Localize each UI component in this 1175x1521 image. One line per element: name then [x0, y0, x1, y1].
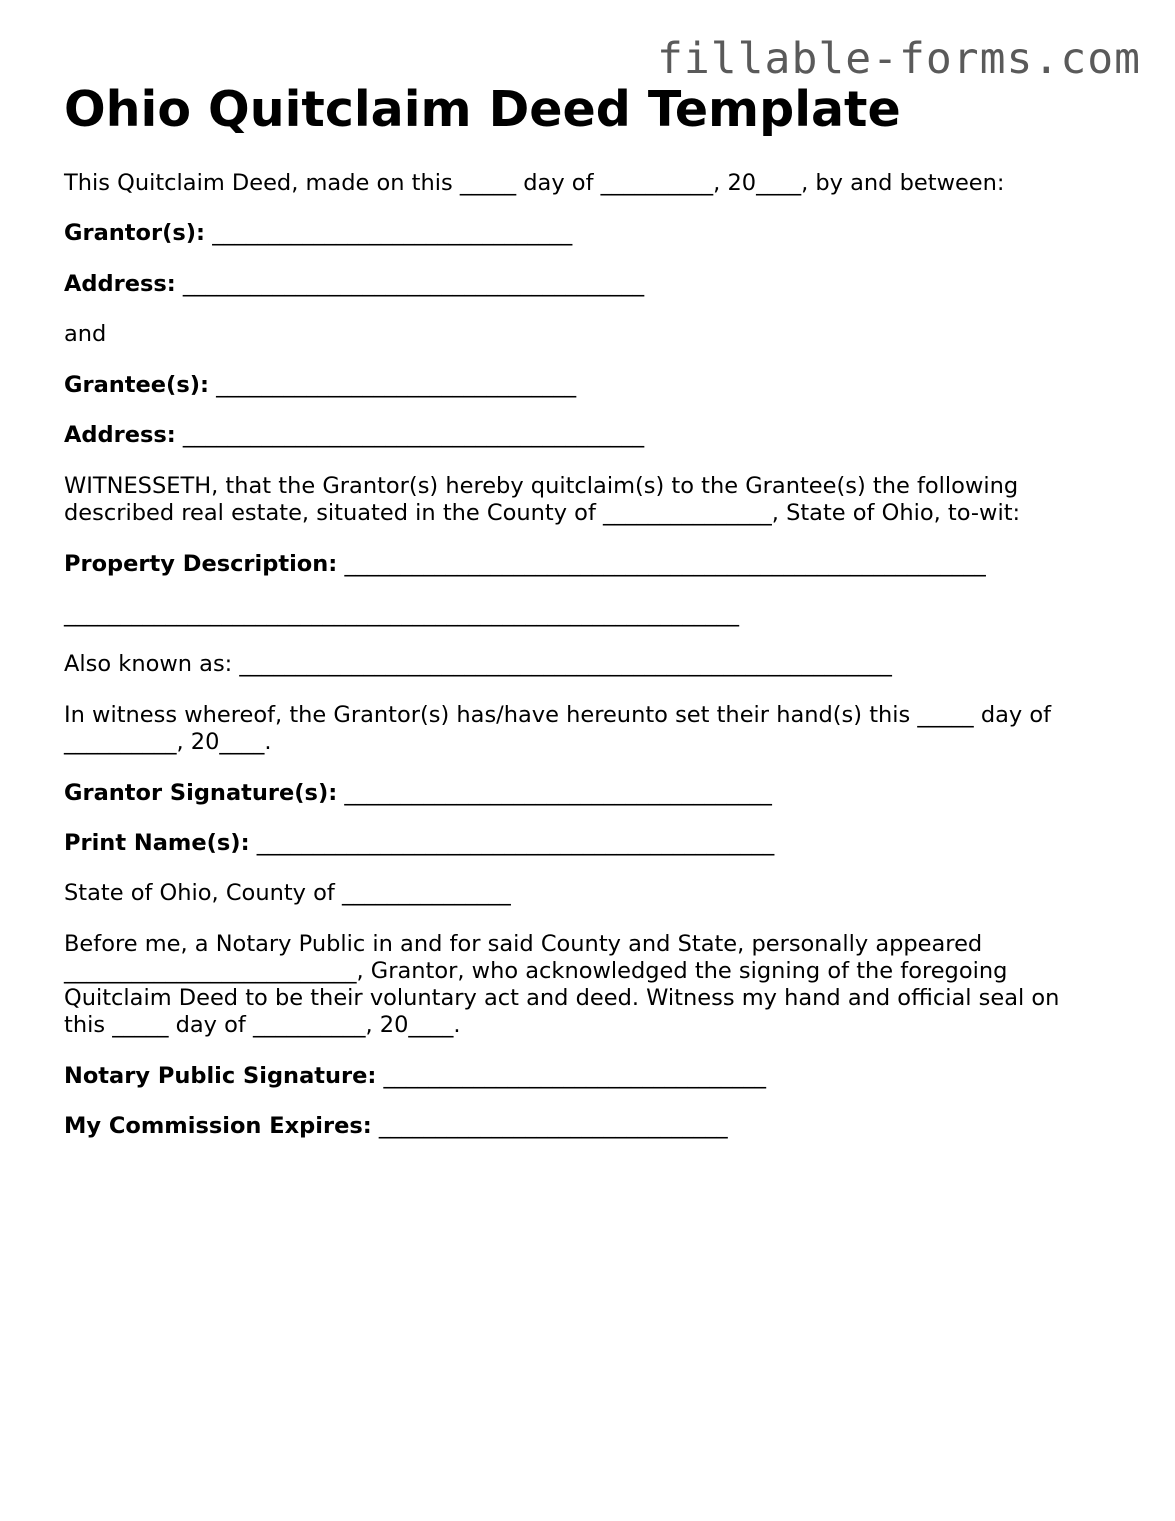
page-title: Ohio Quitclaim Deed Template — [64, 81, 901, 138]
grantor-field — [64, 220, 572, 247]
grantor-address-label: Address: — [64, 271, 176, 297]
commission-expires-blank[interactable]: _______________________________ — [378, 1113, 728, 1139]
also-known-as-line: Also known as: __________________________________________________________ — [64, 651, 892, 677]
grantor-signature-label: Grantor Signature(s): — [64, 780, 338, 806]
site-watermark: fillable-forms.com — [657, 34, 1141, 84]
intro-line: This Quitclaim Deed, made on this _____ day of __________, 20____, by and between: — [64, 170, 1005, 196]
witnesseth-line-1: WITNESSETH, that the Grantor(s) hereby quitclaim(s) to the Grantee(s) the following — [64, 473, 1019, 499]
notary-paragraph-line-1: Before me, a Notary Public in and for said County and State, personally appeared — [64, 931, 983, 957]
state-county-line: State of Ohio, County of _______________ — [64, 880, 511, 906]
witnesseth-line-2: described real estate, situated in the County of _______________, State of Ohio, to-wit: — [64, 500, 1021, 526]
in-witness-line-2: __________, 20____. — [64, 729, 272, 755]
notary-signature-blank[interactable]: __________________________________ — [383, 1063, 767, 1089]
grantor-signature-field — [64, 780, 772, 807]
notary-paragraph-line-2: __________________________, Grantor, who acknowledged the signing of the foregoing — [64, 958, 1008, 984]
grantee-blank[interactable]: ________________________________ — [216, 372, 577, 398]
grantor-address-blank[interactable]: _________________________________________ — [182, 271, 645, 297]
and-text: and — [64, 321, 107, 347]
property-description-label: Property Description: — [64, 551, 338, 577]
print-names-field — [64, 830, 774, 857]
in-witness-line-1: In witness whereof, the Grantor(s) has/have hereunto set their hand(s) this _____ day of — [64, 702, 1052, 728]
property-description-field — [64, 551, 986, 578]
print-names-label: Print Name(s): — [64, 830, 250, 856]
grantor-signature-blank[interactable]: ______________________________________ — [344, 780, 772, 806]
property-description-blank[interactable]: _________________________________________________________ — [344, 551, 986, 577]
grantee-address-field — [64, 422, 644, 449]
print-names-blank[interactable]: ______________________________________________ — [256, 830, 775, 856]
property-description-continuation[interactable]: ____________________________________________________________ — [64, 601, 739, 627]
grantor-address-field — [64, 271, 644, 298]
commission-expires-field — [64, 1113, 728, 1140]
notary-paragraph-line-4: this _____ day of __________, 20____. — [64, 1012, 461, 1038]
grantee-field — [64, 372, 576, 399]
grantor-blank[interactable]: ________________________________ — [212, 220, 573, 246]
commission-expires-label: My Commission Expires: — [64, 1113, 372, 1139]
grantor-label: Grantor(s): — [64, 220, 206, 246]
notary-paragraph-line-3: Quitclaim Deed to be their voluntary act and deed. Witness my hand and official seal on — [64, 985, 1060, 1011]
grantee-address-blank[interactable]: _________________________________________ — [182, 422, 645, 448]
notary-signature-label: Notary Public Signature: — [64, 1063, 377, 1089]
grantee-address-label: Address: — [64, 422, 176, 448]
grantee-label: Grantee(s): — [64, 372, 209, 398]
notary-signature-field — [64, 1063, 766, 1090]
